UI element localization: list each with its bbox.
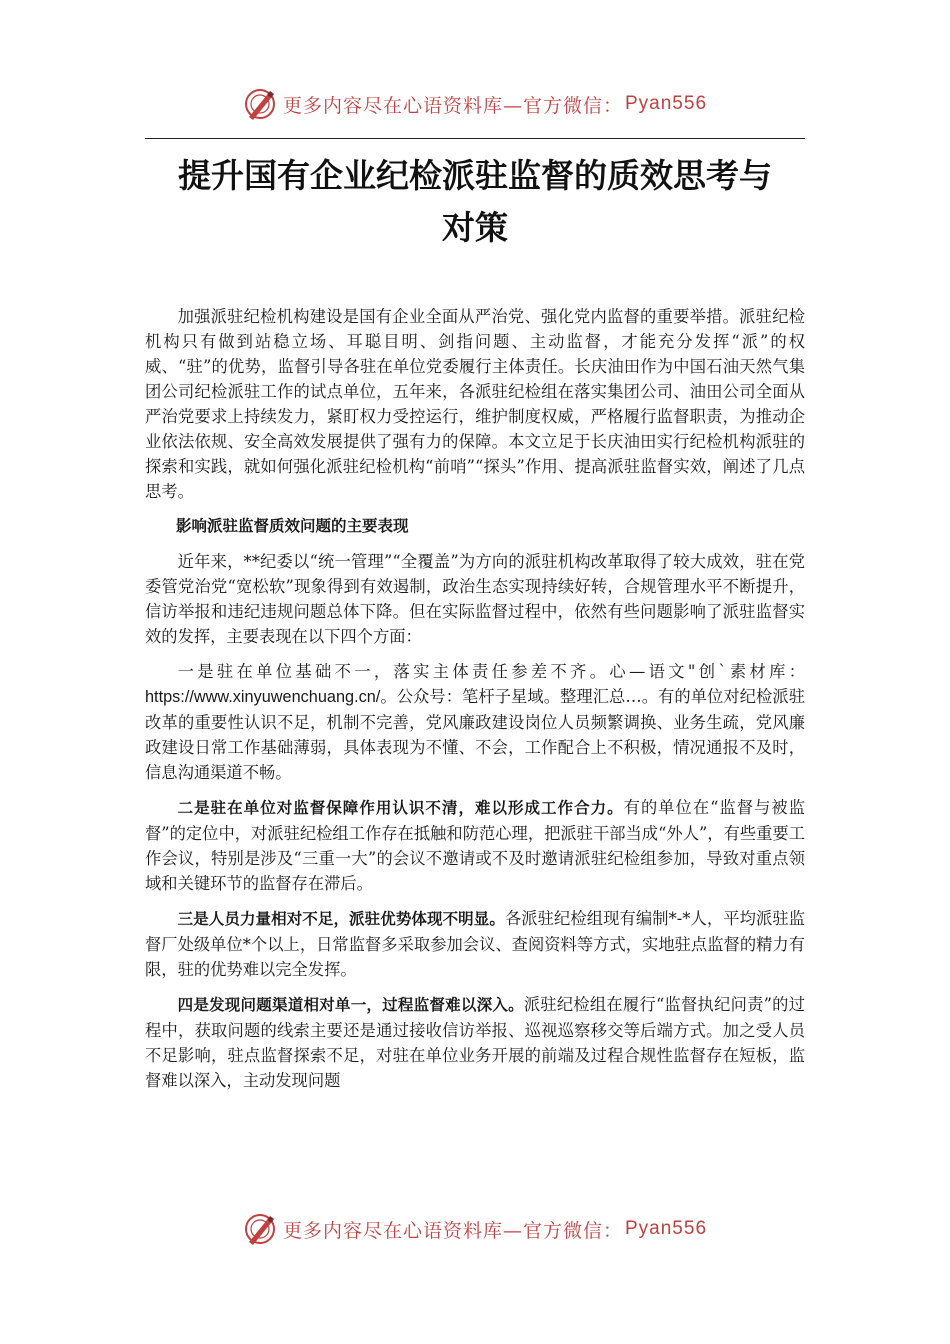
point-3-heading: 三是人员力量相对不足，派驻优势体现不明显。 [177,910,505,928]
paragraph-point-3 [145,906,805,982]
pen-logo-icon [243,1212,277,1246]
section-heading: 影响派驻监督质效问题的主要表现 [176,517,409,535]
title-line-2: 对策 [442,208,508,247]
footer-banner [0,1209,950,1249]
point-1-lead: 一是驻在单位基础不一，落实主体责任参差不齐。心—语文"创`素材库： [177,662,805,681]
paragraph-point-4 [145,992,805,1093]
document-body [145,304,805,1103]
header-banner [0,84,950,124]
intro-paragraph: 加强派驻纪检机构建设是国有企业全面从严治党、强化党内监督的重要举措。派驻纪检机构只有做到站稳立场、耳聪目明、剑指问题、主动监督，才能充分发挥“派”的权威、“驻”的优势，监督引导各驻在单位党委履行主体责任。长庆油田作为中国石油天然气集团公司纪检派驻工作的试点单位，五年来，各派驻纪检组在落实集团公司、油田公司全面从严治党要求上持续发力，紧盯权力受控运行，维护制度权威，严格履行监督职责，为推动企业依法依规、安全高效发展提供了强有力的保障。本文立足于长庆油田实行纪检机构派驻的探索和实践，就如何强化派驻纪检机构“前哨”“探头”作用、提高派驻监督实效，阐述了几点思考。 [145,307,805,501]
paragraph-point-2 [145,795,805,896]
header-banner-handle: Pyan556 [625,93,708,114]
footer-banner-handle: Pyan556 [625,1218,708,1239]
pen-logo-icon [243,87,277,121]
point-1-text: 。公众号：笔杆子星域。整理汇总…。有的单位对纪检派驻改革的重要性认识不足，机制不完善，党风廉政建设岗位人员频繁调换、业务生疏，党风廉政建设日常工作基础薄弱，具体表现为不懂、不会，工作配合上不积极，情况通报不及时，信息沟通渠道不畅。 [145,687,805,782]
paragraph-overview: 近年来，**纪委以“统一管理”“全覆盖”为方向的派驻机构改革取得了较大成效，驻在党委管党治党“宽松软”现象得到有效遏制，政治生态实现持续好转，合规管理水平不断提升，信访举报和违纪违规问题总体下降。但在实际监督过程中，依然有些问题影响了派驻监督实效的发挥，主要表现在以下四个方面： [145,552,805,646]
title-line-1: 提升国有企业纪检派驻监督的质效思考与 [178,156,772,195]
title-divider [145,138,805,139]
header-banner-text: 更多内容尽在心语资料库—官方微信： [282,94,623,117]
point-4-heading: 四是发现问题渠道相对单一，过程监督难以深入。 [177,996,524,1014]
point-1-url-link[interactable]: https://www.xinyuwenchuang.cn/ [145,688,381,706]
footer-banner-text: 更多内容尽在心语资料库—官方微信： [282,1219,623,1242]
paragraph-point-1 [145,659,805,785]
document-title [145,150,805,254]
point-2-heading: 二是驻在单位对监督保障作用认识不清，难以形成工作合力。 [177,799,624,817]
point-2-text: 有的单位在“监督与被监督”的定位中，对派驻纪检组工作存在抵触和防范心理，把派驻干部当成“外人”，有些重要工作会议，特别是涉及“三重一大”的会议不邀请或不及时邀请派驻纪检组参加，导致对重点领域和关键环节的监督存在滞后。 [145,798,805,893]
point-4-text: 派驻纪检组在履行“监督执纪问责”的过程中，获取问题的线索主要还是通过接收信访举报、巡视巡察移交等后端方式。加之受人员不足影响，驻点监督探索不足，对驻在单位业务开展的前端及过程合规性监督存在短板，监督难以深入，主动发现问题 [145,995,805,1090]
point-3-text: 各派驻纪检组现有编制*-*人，平均派驻监督厂处级单位*个以上，日常监督多采取参加会议、查阅资料等方式，实地驻点监督的精力有限，驻的优势难以完全发挥。 [145,909,805,979]
